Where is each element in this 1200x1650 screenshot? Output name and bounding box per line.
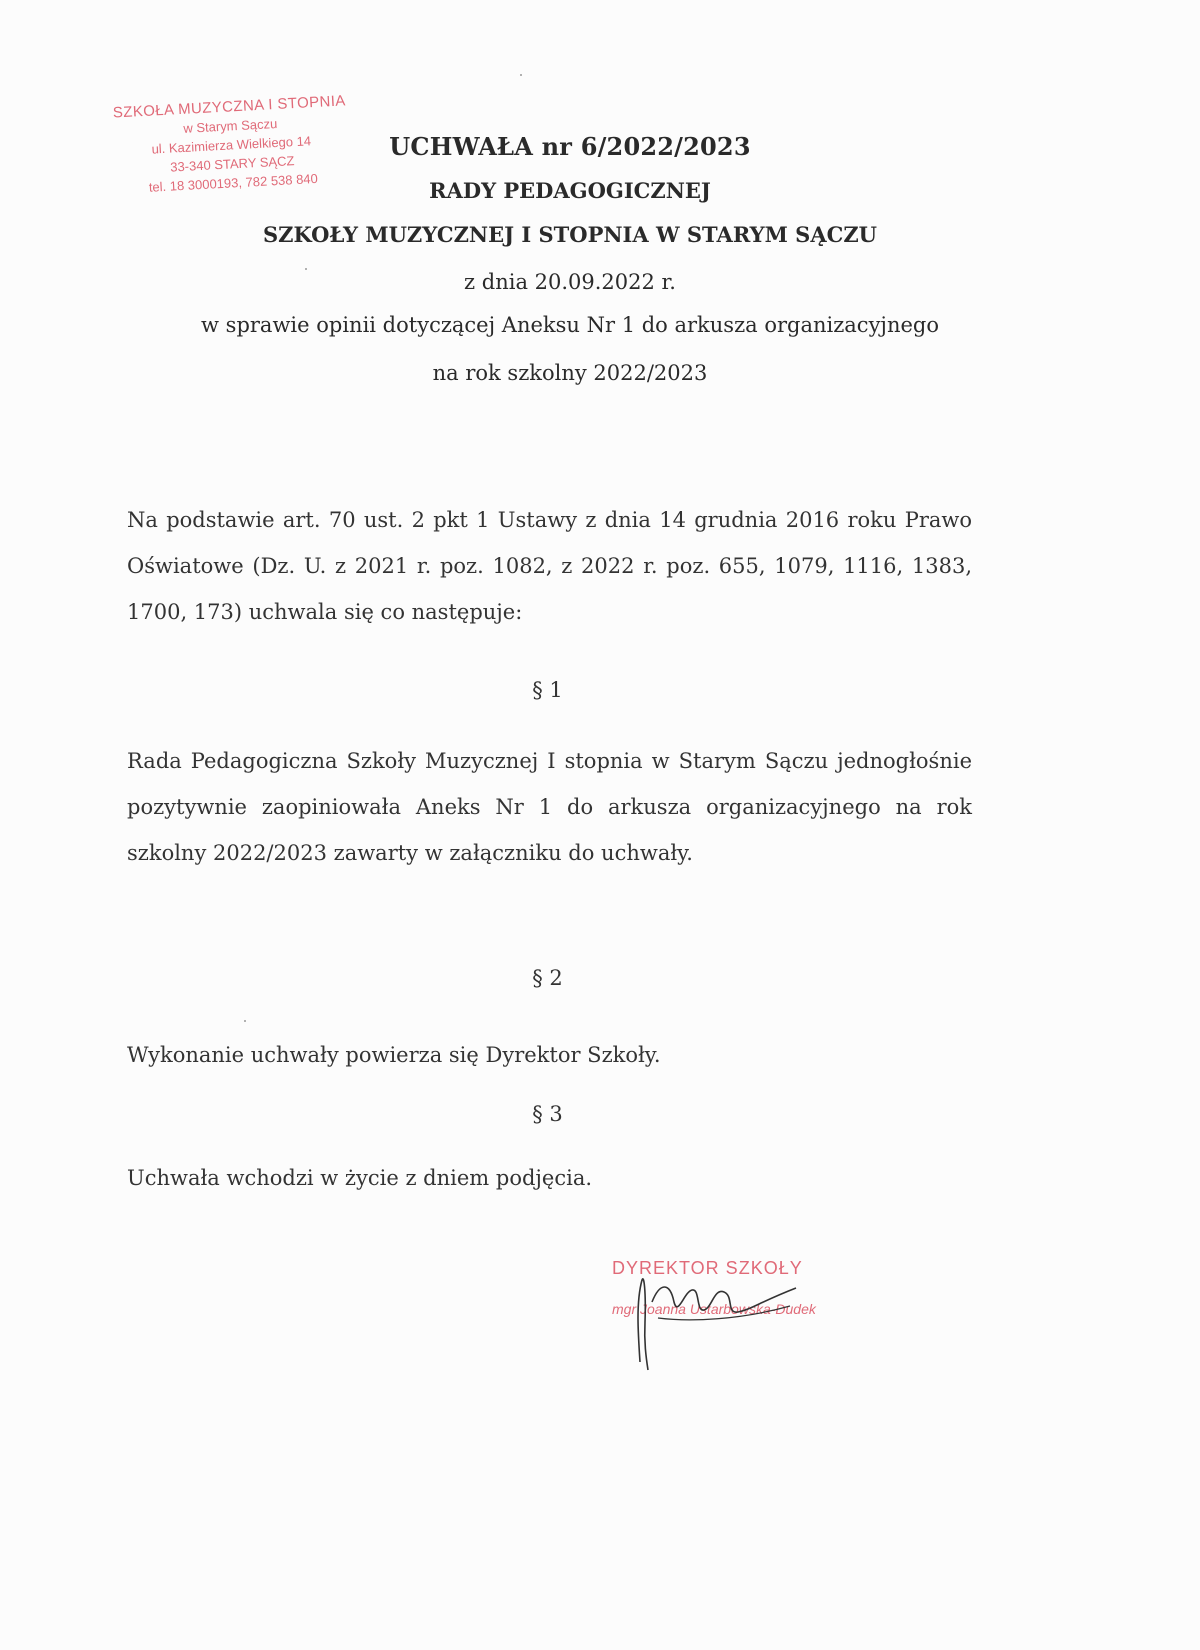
section-2-text: Wykonanie uchwały powierza się Dyrektor Szkoły. — [127, 1043, 661, 1067]
stamp-line-phone: tel. 18 3000193, 782 538 840 — [148, 170, 319, 195]
resolution-date: z dnia 20.09.2022 r. — [464, 270, 676, 294]
scan-speck — [244, 1020, 246, 1022]
section-3-label: § 3 — [532, 1102, 563, 1126]
preamble-paragraph: Na podstawie art. 70 ust. 2 pkt 1 Ustawy z dnia 14 grudnia 2016 roku Prawo Oświatowe (Dz. U. z 2021 r. poz. 1082, z 2022 r. poz. 655, 1079, 1116, 1383, 1700, 173) uchwala się co następuje: — [127, 508, 972, 624]
resolution-subtitle-school: SZKOŁY MUZYCZNEJ I STOPNIA W STARYM SĄCZU — [263, 222, 877, 247]
scan-speck — [520, 74, 522, 76]
resolution-subject-line1: w sprawie opinii dotyczącej Aneksu Nr 1 do arkusza organizacyjnego — [201, 313, 939, 337]
resolution-subtitle-council: RADY PEDAGOGICZNEJ — [429, 178, 711, 203]
resolution-subject-line2: na rok szkolny 2022/2023 — [432, 361, 708, 385]
director-role: DYREKTOR SZKOŁY — [612, 1258, 803, 1278]
stamp-line-street: ul. Kazimierza Wielkiego 14 — [151, 133, 312, 157]
stamp-line-town: w Starym Sączu — [183, 115, 278, 136]
section-3-text: Uchwała wchodzi w życie z dniem podjęcia. — [127, 1166, 593, 1190]
resolution-title: UCHWAŁA nr 6/2022/2023 — [389, 132, 751, 161]
stamp-line-postcode: 33-340 STARY SĄCZ — [169, 153, 295, 175]
stamp-line-school: SZKOŁA MUZYCZNA I STOPNIA — [112, 92, 347, 122]
section-2-label: § 2 — [532, 966, 563, 990]
section-1-label: § 1 — [532, 678, 563, 702]
director-name: mgr Joanna Ustarbowska-Dudek — [612, 1301, 816, 1317]
scan-speck — [305, 268, 307, 270]
handwritten-signature — [600, 1262, 830, 1372]
section-1-text: Rada Pedagogiczna Szkoły Muzycznej I stopnia w Starym Sączu jednogłośnie pozytywnie zaopiniowała Aneks Nr 1 do arkusza organizacyjnego na rok szkolny 2022/2023 zawarty w załączniku do uchwały. — [127, 749, 972, 865]
